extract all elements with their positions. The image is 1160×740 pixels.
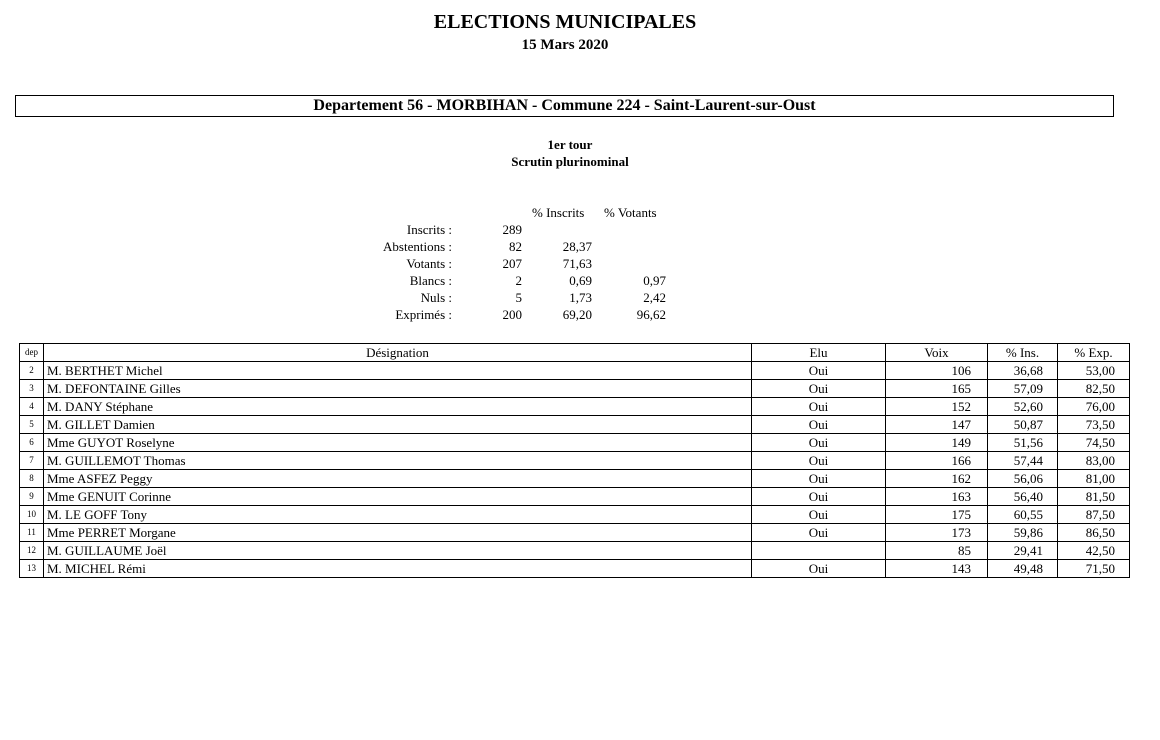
cell-designation: Mme GUYOT Roselyne: [44, 434, 752, 452]
cell-dep: 6: [20, 434, 44, 452]
cell-pct-ins: 50,87: [988, 416, 1058, 434]
turnout-count: 200: [502, 307, 522, 322]
cell-pct-exp: 81,00: [1058, 470, 1130, 488]
cell-voix: 165: [886, 380, 988, 398]
cell-elu: Oui: [752, 488, 886, 506]
turnout-row: [0, 306, 1160, 323]
turnout-pct-votants: 96,62: [636, 307, 666, 322]
turnout-pct-inscrits: 69,20: [562, 307, 592, 322]
cell-designation: M. DEFONTAINE Gilles: [44, 380, 752, 398]
cell-voix: 152: [886, 398, 988, 416]
cell-voix: 166: [886, 452, 988, 470]
turnout-label: Inscrits :: [406, 222, 452, 237]
cell-voix: 85: [886, 542, 988, 560]
cell-dep: 10: [20, 506, 44, 524]
cell-voix: 106: [886, 362, 988, 380]
cell-pct-ins: 49,48: [988, 560, 1058, 578]
cell-pct-ins: 52,60: [988, 398, 1058, 416]
cell-elu: Oui: [752, 524, 886, 542]
turnout-row: [0, 238, 1160, 255]
cell-pct-ins: 57,44: [988, 452, 1058, 470]
turnout-row: [0, 272, 1160, 289]
turnout-count: 289: [502, 222, 522, 237]
cell-elu: [752, 542, 886, 560]
cell-pct-exp: 74,50: [1058, 434, 1130, 452]
cell-pct-ins: 56,06: [988, 470, 1058, 488]
table-row: [20, 542, 1130, 560]
cell-dep: 5: [20, 416, 44, 434]
turnout-row: [0, 289, 1160, 306]
turnout-row: [0, 221, 1160, 238]
turnout-label: Nuls :: [420, 290, 452, 305]
turnout-pct-inscrits: 28,37: [562, 239, 592, 254]
cell-voix: 149: [886, 434, 988, 452]
table-row: [20, 362, 1130, 380]
cell-pct-ins: 36,68: [988, 362, 1058, 380]
cell-voix: 173: [886, 524, 988, 542]
table-row: [20, 506, 1130, 524]
cell-voix: 147: [886, 416, 988, 434]
cell-dep: 7: [20, 452, 44, 470]
turnout-count: 5: [515, 290, 522, 305]
table-row: [20, 398, 1130, 416]
cell-elu: Oui: [752, 398, 886, 416]
cell-pct-exp: 76,00: [1058, 398, 1130, 416]
cell-dep: 11: [20, 524, 44, 542]
cell-pct-exp: 87,50: [1058, 506, 1130, 524]
cell-pct-ins: 59,86: [988, 524, 1058, 542]
cell-pct-exp: 53,00: [1058, 362, 1130, 380]
election-date: 15 Mars 2020: [521, 37, 609, 53]
cell-designation: M. GUILLAUME Joël: [44, 542, 752, 560]
cell-dep: 3: [20, 380, 44, 398]
column-header-voix: Voix: [886, 344, 988, 362]
cell-pct-exp: 42,50: [1058, 542, 1130, 560]
cell-designation: M. LE GOFF Tony: [44, 506, 752, 524]
cell-pct-exp: 83,00: [1058, 452, 1130, 470]
cell-pct-ins: 60,55: [988, 506, 1058, 524]
cell-voix: 163: [886, 488, 988, 506]
column-header-elu: Elu: [752, 344, 886, 362]
cell-elu: Oui: [752, 416, 886, 434]
pct-votants-header: % Votants: [604, 205, 657, 220]
turnout-pct-votants: 0,97: [643, 273, 666, 288]
cell-designation: Mme GENUIT Corinne: [44, 488, 752, 506]
turnout-pct-votants: 2,42: [643, 290, 666, 305]
turnout-pct-inscrits: 71,63: [562, 256, 592, 271]
cell-dep: 2: [20, 362, 44, 380]
turnout-count: 82: [509, 239, 522, 254]
cell-designation: M. MICHEL Rémi: [44, 560, 752, 578]
cell-pct-exp: 73,50: [1058, 416, 1130, 434]
cell-pct-exp: 81,50: [1058, 488, 1130, 506]
turnout-summary-header: [0, 204, 1160, 221]
cell-pct-exp: 86,50: [1058, 524, 1130, 542]
table-row: [20, 524, 1130, 542]
cell-elu: Oui: [752, 362, 886, 380]
turnout-row: [0, 255, 1160, 272]
cell-designation: M. GUILLEMOT Thomas: [44, 452, 752, 470]
cell-pct-exp: 82,50: [1058, 380, 1130, 398]
cell-pct-ins: 57,09: [988, 380, 1058, 398]
cell-elu: Oui: [752, 470, 886, 488]
cell-dep: 4: [20, 398, 44, 416]
turnout-pct-inscrits: 0,69: [569, 273, 592, 288]
turnout-pct-inscrits: 1,73: [569, 290, 592, 305]
table-row: [20, 488, 1130, 506]
cell-dep: 12: [20, 542, 44, 560]
turnout-label: Votants :: [406, 256, 452, 271]
pct-inscrits-header: % Inscrits: [532, 205, 585, 220]
page-title: ELECTIONS MUNICIPALES: [433, 11, 697, 33]
cell-voix: 143: [886, 560, 988, 578]
turnout-label: Abstentions :: [383, 239, 452, 254]
cell-designation: M. GILLET Damien: [44, 416, 752, 434]
table-row: [20, 380, 1130, 398]
turnout-count: 2: [515, 273, 522, 288]
cell-elu: Oui: [752, 380, 886, 398]
cell-pct-ins: 51,56: [988, 434, 1058, 452]
cell-dep: 13: [20, 560, 44, 578]
column-header-dep: dep: [20, 344, 44, 362]
round-label: 1er tour: [547, 137, 593, 152]
table-row: [20, 560, 1130, 578]
table-row: [20, 452, 1130, 470]
turnout-count: 207: [502, 256, 522, 271]
cell-dep: 9: [20, 488, 44, 506]
turnout-label: Exprimés :: [395, 307, 452, 322]
candidates-table: [19, 343, 1130, 578]
table-row: [20, 434, 1130, 452]
cell-elu: Oui: [752, 452, 886, 470]
cell-elu: Oui: [752, 434, 886, 452]
cell-designation: M. BERTHET Michel: [44, 362, 752, 380]
cell-elu: Oui: [752, 560, 886, 578]
turnout-label: Blancs :: [409, 273, 452, 288]
cell-designation: Mme ASFEZ Peggy: [44, 470, 752, 488]
table-header-row: [20, 344, 1130, 362]
cell-pct-exp: 71,50: [1058, 560, 1130, 578]
cell-voix: 175: [886, 506, 988, 524]
cell-dep: 8: [20, 470, 44, 488]
department-banner: Departement 56 - MORBIHAN - Commune 224 - Saint-Laurent-sur-Oust: [15, 95, 1114, 117]
cell-elu: Oui: [752, 506, 886, 524]
cell-pct-ins: 29,41: [988, 542, 1058, 560]
ballot-type-label: Scrutin plurinominal: [511, 154, 629, 169]
column-header-designation: Désignation: [44, 344, 752, 362]
cell-designation: Mme PERRET Morgane: [44, 524, 752, 542]
column-header-pct-exp: % Exp.: [1058, 344, 1130, 362]
column-header-pct-ins: % Ins.: [988, 344, 1058, 362]
cell-designation: M. DANY Stéphane: [44, 398, 752, 416]
cell-voix: 162: [886, 470, 988, 488]
table-row: [20, 416, 1130, 434]
table-row: [20, 470, 1130, 488]
cell-pct-ins: 56,40: [988, 488, 1058, 506]
turnout-summary: [0, 204, 1160, 323]
